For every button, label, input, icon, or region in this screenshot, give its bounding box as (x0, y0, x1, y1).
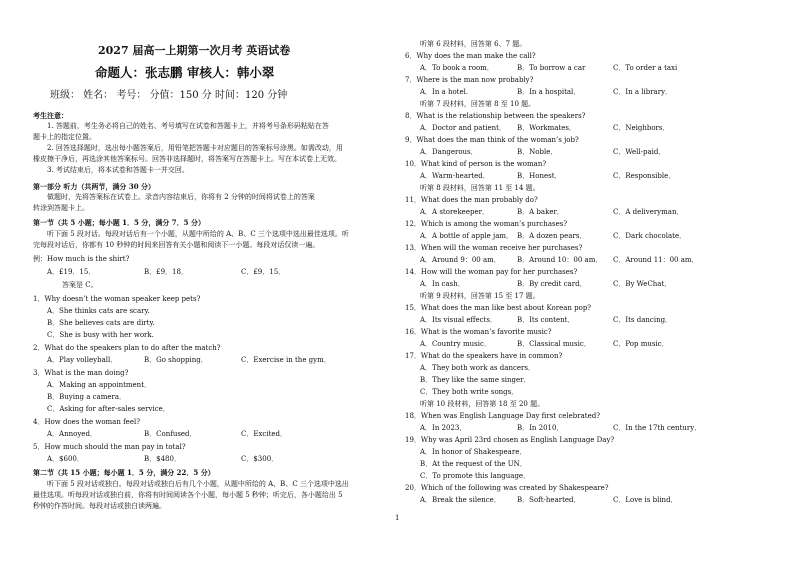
exam-authors: 命题人：张志鹏 审核人：韩小翠 (95, 65, 275, 80)
part1-heading: 第一部分 听力（共两节，满分 30 分） (33, 182, 156, 191)
question: 10．What kind of person is the woman? (405, 160, 547, 168)
option-b: B．Go shopping． (144, 356, 208, 364)
example-answer: 答案是 C。 (62, 281, 98, 289)
question: 12．Which is among the woman’s purchases? (405, 220, 568, 228)
group-heading: 听第 8 段材料，回答第 11 至 14 题。 (420, 184, 540, 192)
option-a: A．In a hotel. (420, 88, 469, 96)
notice-line: 题卡上的指定位置。 (33, 133, 96, 141)
option-c: C．Around 11：00 am． (613, 256, 699, 264)
question: 18．When was English Language Day first celebrated? (405, 412, 600, 420)
section2-heading: 第二节（共 15 小题；每小题 1．5 分，满分 22．5 分） (33, 468, 215, 477)
option-a: A．They both work as dancers． (420, 364, 535, 372)
question: 16．What is the woman’s favorite music? (405, 328, 552, 336)
option-a: A．$600． (47, 455, 84, 463)
option-a: A．In cash． (420, 280, 465, 288)
section1-intro: 完每段对话后，你都有 10 秒钟的时间来回答有关小题和阅读下一小题。每段对话仅读一遍。 (33, 241, 320, 249)
option-c: C．Pop music． (613, 340, 669, 348)
question: 15．What does the man like best about Korean pop? (405, 304, 592, 312)
option-a: A．Dangerous． (420, 148, 478, 156)
notice-line: 橡皮擦干净后，再选涂其他答案标号。回答非选择题时，将答案写在答题卡上。写在本试卷上无效。 (33, 155, 341, 163)
question: 11．What does the man probably do? (405, 196, 538, 204)
option-a: A．Its visual effects． (420, 316, 497, 324)
part1-intro: 做题时，先将答案标在试卷上。录音内容结束后，你将有 2 分钟的时间将试卷上的答案 (47, 193, 315, 201)
section1-intro: 听下面 5 段对话。每段对话后有一个小题，从题中所给的 A、B、C 三个选项中选出最佳选项。听 (47, 230, 349, 238)
notice-line: 2. 回答选择题时，选出每小题答案后，用铅笔把答题卡对应题目的答案标号涂黑。如需改动，用 (47, 144, 343, 152)
option-b: B．A dozen pears． (517, 232, 587, 240)
group-heading: 听第 10 段材料，回答第 18 至 20 题。 (420, 400, 545, 408)
option-c: C．$300． (241, 455, 279, 463)
option-b: B．In 2010． (517, 424, 564, 432)
question: 14．How will the woman pay for her purchases? (405, 268, 578, 276)
example-option-b: B．£9．18． (144, 268, 188, 276)
option-c: C．They both write songs． (420, 388, 519, 396)
question: 1．Why doesn’t the woman speaker keep pets? (33, 295, 201, 303)
question: 9．What does the man think of the woman’s job? (405, 136, 579, 144)
question: 2．What do the speakers plan to do after the match? (33, 344, 221, 352)
question: 20．Which of the following was created by Shakespeare? (405, 484, 609, 492)
option-b: B．Soft-hearted． (517, 496, 581, 504)
group-heading: 听第 7 段材料，回答第 8 至 10 题。 (420, 100, 536, 108)
option-a: A．Warm-hearted． (420, 172, 490, 180)
option-b: B．A baker． (517, 208, 564, 216)
option-a: A．Around 9：00 am． (420, 256, 501, 264)
option-b: B．Noble． (517, 148, 558, 156)
option-c: C．By WeChat． (613, 280, 672, 288)
exam-info: 班级： 姓名： 考号： 分值：150 分 时间：120 分钟 (50, 90, 288, 101)
option-c: C．Responsible． (613, 172, 676, 180)
option-b: B．Buying a camera． (47, 393, 126, 401)
section1-heading: 第一节（共 5 小题；每小题 1．5 分，满分 7．5 分） (33, 218, 205, 227)
question: 5．How much should the man pay in total? (33, 443, 186, 451)
question: 7．Where is the man now probably? (405, 76, 534, 84)
option-b: B．$480． (144, 455, 181, 463)
notice-line: 1. 答题前，考生务必将自己的姓名、考号填写在试卷和答题卡上，并将考号条形码粘贴在答 (47, 122, 329, 130)
option-c: C．A deliveryman． (613, 208, 684, 216)
option-a: A．In honor of Shakespeare． (420, 448, 527, 456)
option-c: C．Exercise in the gym． (241, 356, 331, 364)
option-c: C．Well-paid． (613, 148, 666, 156)
option-a: A．Break the silence． (420, 496, 501, 504)
option-c: C．Asking for after-sales service． (47, 405, 170, 413)
option-a: A．In 2023． (420, 424, 467, 432)
group-heading: 听第 9 段材料，回答第 15 至 17 题。 (420, 292, 540, 300)
option-b: B．Around 10：00 am． (517, 256, 603, 264)
option-c: C．She is busy with her work. (47, 331, 154, 339)
option-b: B．By credit card． (517, 280, 587, 288)
option-a: A．Annoyed． (47, 430, 97, 438)
example-option-c: C．£9．15． (241, 268, 286, 276)
notice-line: 3. 考试结束后，将本试卷和答题卡一并交回。 (47, 166, 189, 174)
option-c: C．Excited． (241, 430, 288, 438)
option-a: A．To book a room． (420, 64, 494, 72)
option-b: B．They like the same singer． (420, 376, 531, 384)
example-option-a: A．£19．15． (47, 268, 96, 276)
question: 6．Why does the man make the call? (405, 52, 536, 60)
group-heading: 听第 6 段材料，回答第 6、7 题。 (420, 40, 527, 48)
option-a: A．Play volleyball． (47, 356, 118, 364)
option-a: A．Country music． (420, 340, 491, 348)
section2-intro: 秒钟的作答时间。每段对话或独白读两遍。 (33, 502, 166, 510)
option-b: B．She believes cats are dirty. (47, 319, 155, 327)
exam-title: 2027 届高一上期第一次月考 英语试卷 (98, 44, 291, 57)
option-c: C．In the 17th century． (613, 424, 702, 432)
option-c: C．Dark chocolate． (613, 232, 687, 240)
option-b: B．Confused． (144, 430, 197, 438)
question: 8．What is the relationship between the speakers? (405, 112, 586, 120)
section2-intro: 听下面 5 段对话或独白。每段对话或独白后有几个小题，从题中所给的 A、B、C 三个选项中选出 (47, 480, 349, 488)
question: 4．How does the woman feel? (33, 418, 140, 426)
option-b: B．In a hospital． (517, 88, 581, 96)
page-number: 1 (395, 514, 400, 522)
option-b: B．Honest． (517, 172, 562, 180)
example-question: 例：How much is the shirt? (33, 255, 130, 263)
question: 3．What is the man doing? (33, 369, 129, 377)
option-a: A．A storekeeper． (420, 208, 489, 216)
question: 19．Why was April 23rd chosen as English Language Day? (405, 436, 615, 444)
option-b: B．Workmates． (517, 124, 577, 132)
question: 13．When will the woman receive her purchases? (405, 244, 583, 252)
option-a: A．Doctor and patient． (420, 124, 506, 132)
option-b: B．Classical music． (517, 340, 591, 348)
question: 17．What do the speakers have in common? (405, 352, 563, 360)
option-c: C．Love is blind． (613, 496, 678, 504)
option-b: B．To borrow a car (517, 64, 586, 72)
option-a: A．A bottle of apple jam． (420, 232, 514, 240)
section2-intro: 最佳选项。听每段对话或独白前，你将有时间阅读各个小题，每小题 5 秒钟；听完后，各小题给出 5 (33, 491, 343, 499)
option-c: C．In a library． (613, 88, 673, 96)
option-a: A．She thinks cats are scary. (47, 307, 150, 315)
notice-heading: 考生注意： (33, 111, 68, 120)
option-b: B．Its content． (517, 316, 575, 324)
option-c: C．Its dancing． (613, 316, 673, 324)
option-c: C．Neighbors． (613, 124, 670, 132)
part1-intro: 转涂到答题卡上。 (33, 204, 89, 212)
option-b: B．At the request of the UN． (420, 460, 527, 468)
option-c: C．To order a taxi (613, 64, 678, 72)
option-a: A．Making an appointment． (47, 381, 152, 389)
option-c: C．To promote this language． (420, 472, 531, 480)
